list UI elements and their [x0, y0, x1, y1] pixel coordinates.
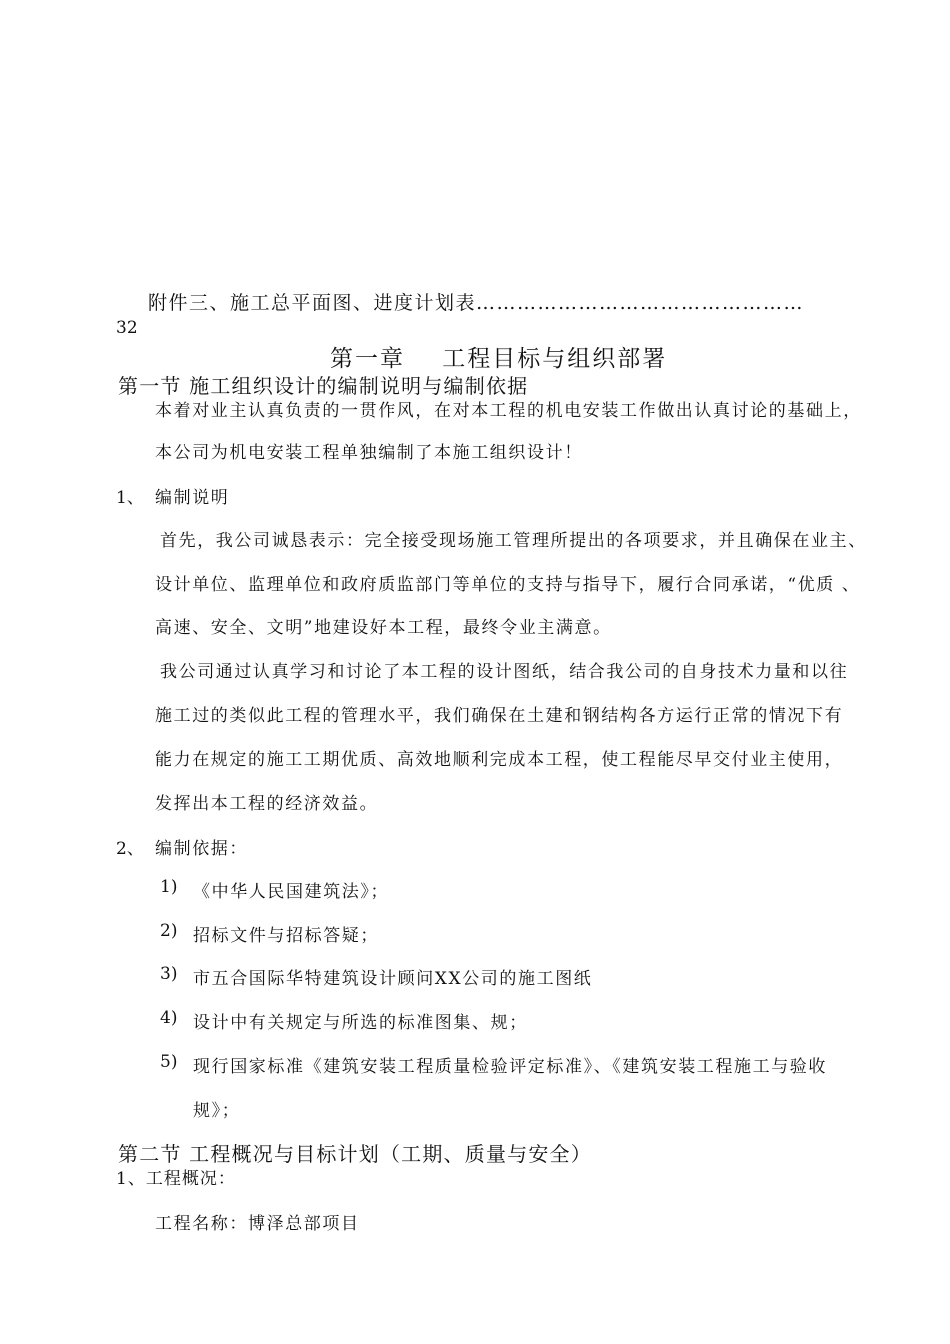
list-item-5-continuation: 规》； [193, 1101, 241, 1121]
para1-line-2: 设计单位、监理单位和政府质监部门等单位的支持与指导下，履行合同承诺，“优质 、 [155, 575, 861, 595]
toc-page-number: 32 [116, 318, 138, 338]
para1-line-1: 首先，我公司诚恳表示：完全接受现场施工管理所提出的各项要求，并且确保在业主、 [160, 531, 867, 551]
list-item-2-text: 招标文件与招标答疑； [193, 926, 379, 946]
list-item-3-text: 市五合国际华特建筑设计顾问XX公司的施工图纸 [193, 969, 593, 989]
list-item-1-num: 1) [160, 877, 178, 897]
list-item-3-num: 3) [160, 964, 178, 984]
chapter-title: 第一章 工程目标与组织部署 [330, 346, 668, 372]
para2-line-4: 发挥出本工程的经济效益。 [155, 794, 379, 814]
list-item-2-num: 2) [160, 921, 178, 941]
intro-line-1: 本着对业主认真负责的一贯作风，在对本工程的机电安装工作做出认真讨论的基础上， [155, 401, 862, 421]
para2-line-2: 施工过的类似此工程的管理水平，我们确保在土建和钢结构各方运行正常的情况下有 [155, 706, 844, 726]
item2-number: 2、 [116, 839, 144, 859]
project-name: 工程名称：博泽总部项目 [155, 1214, 360, 1234]
section2-sub1: 1、工程概况： [116, 1169, 236, 1189]
list-item-1-text: 《中华人民国建筑法》； [193, 882, 390, 902]
list-item-4-text: 设计中有关规定与所选的标准图集、规； [193, 1013, 528, 1033]
para1-line-3: 高速、安全、文明”地建设好本工程，最终令业主满意。 [155, 618, 612, 638]
list-item-4-num: 4) [160, 1008, 178, 1028]
item2-heading: 编制依据： [155, 839, 248, 859]
para2-line-1: 我公司通过认真学习和讨论了本工程的设计图纸，结合我公司的自身技术力量和以往 [160, 662, 849, 682]
para2-line-3: 能力在规定的施工工期优质、高效地顺利完成本工程，使工程能尽早交付业主使用， [155, 750, 844, 770]
toc-entry: 附件三、施工总平面图、进度计划表………………………………………… [148, 292, 805, 314]
list-item-5-num: 5) [160, 1052, 178, 1072]
item1-heading: 编制说明 [155, 488, 230, 508]
intro-line-2: 本公司为机电安装工程单独编制了本施工组织设计！ [155, 443, 583, 463]
section1-title: 第一节 施工组织设计的编制说明与编制依据 [118, 374, 529, 398]
section2-title: 第二节 工程概况与目标计划（工期、质量与安全） [118, 1142, 592, 1166]
item1-number: 1、 [116, 488, 144, 508]
list-item-5-text: 现行国家标准《建筑安装工程质量检验评定标准》、《建筑安装工程施工与验收 [193, 1057, 827, 1077]
